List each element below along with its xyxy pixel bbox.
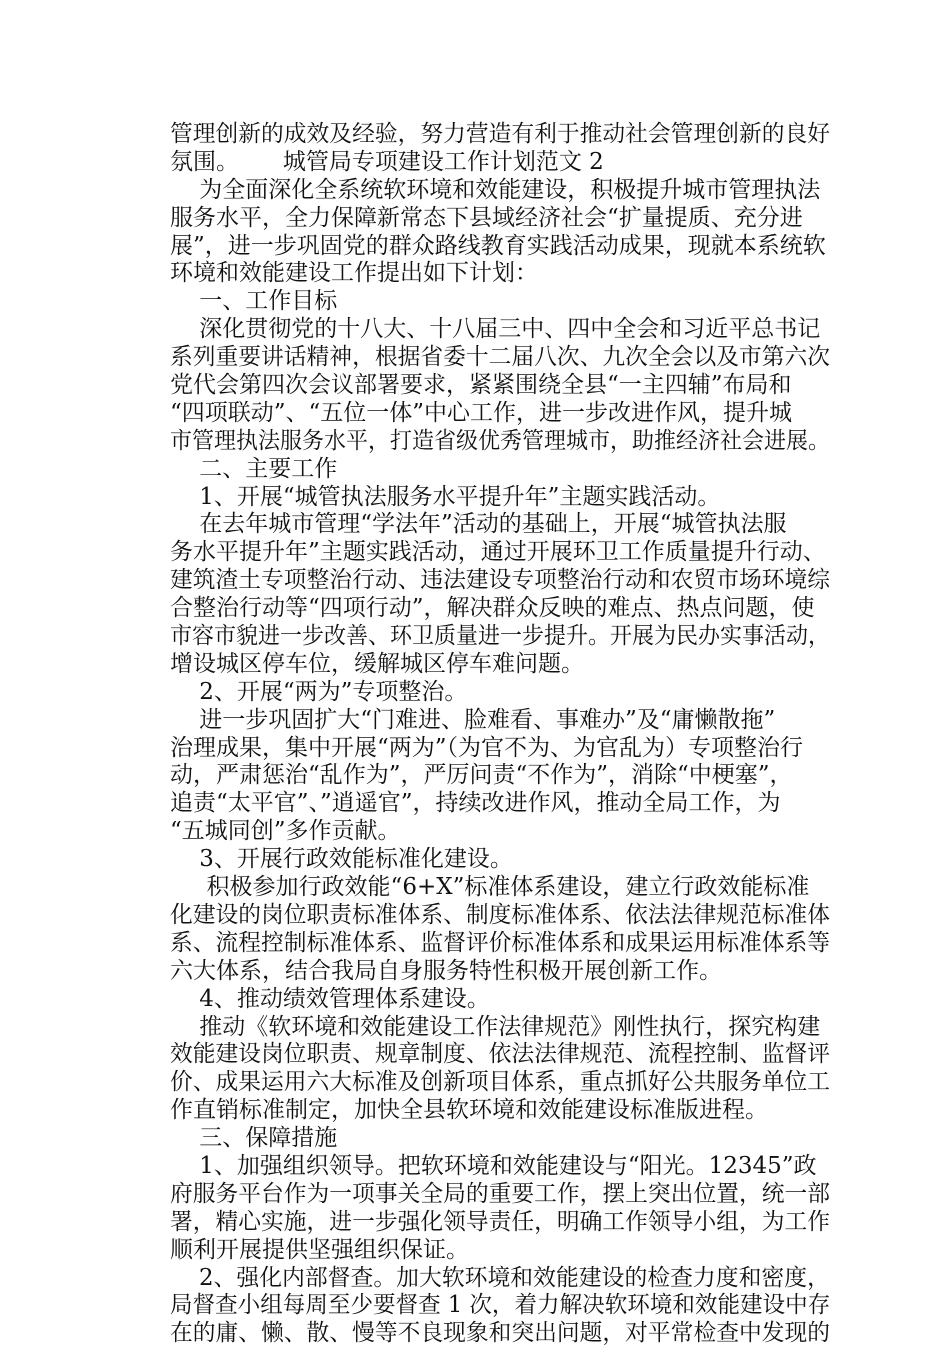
text-line: 治理成果，集中开展“两为”（为官不为、为官乱为）专项整治行 bbox=[170, 734, 804, 761]
text-line: “四项联动”、“五位一体”中心工作，进一步改进作风，提升城 bbox=[170, 399, 793, 426]
text-line: 系、流程控制标准体系、监督评价标准体系和成果运用标准体系等 bbox=[170, 929, 830, 956]
text-line: 一、工作目标 bbox=[170, 288, 338, 315]
document-body-text bbox=[170, 121, 830, 1348]
text-line: 1、加强组织领导。把软环境和效能建设与“阳光。12345”政 bbox=[170, 1152, 817, 1179]
text-line: 2、开展“两为”专项整治。 bbox=[170, 678, 468, 705]
text-line: 价、成果运用六大标准及创新项目体系，重点抓好公共服务单位工 bbox=[170, 1069, 830, 1096]
text-line: 二、主要工作 bbox=[170, 455, 338, 482]
text-line: 署，精心实施，进一步强化领导责任，明确工作领导小组，为工作 bbox=[170, 1208, 830, 1235]
text-line: 在的庸、懒、散、慢等不良现象和突出问题，对平常检查中发现的 bbox=[170, 1320, 830, 1347]
text-line: 合整治行动等“四项行动”，解决群众反映的难点、热点问题，使 bbox=[170, 595, 815, 622]
text-line: 管理创新的成效及经验，努力营造有利于推动社会管理创新的良好 bbox=[170, 121, 830, 147]
text-line: 系列重要讲话精神，根据省委十二届八次、九次全会以及市第六次 bbox=[170, 344, 830, 371]
text-line: 深化贯彻党的十八大、十八届三中、四中全会和习近平总书记 bbox=[170, 316, 821, 343]
text-line: 局督查小组每周至少要督查 1 次，着力解决软环境和效能建设中存 bbox=[170, 1292, 831, 1319]
text-line: 增设城区停车位，缓解城区停车难问题。 bbox=[170, 650, 584, 677]
text-line: 六大体系，结合我局自身服务特性积极开展创新工作。 bbox=[170, 957, 722, 984]
text-line: 环境和效能建设工作提出如下计划： bbox=[170, 260, 538, 287]
text-line: 3、开展行政效能标准化建设。 bbox=[170, 846, 513, 873]
text-line: 4、推动绩效管理体系建设。 bbox=[170, 985, 490, 1012]
text-line: 2、强化内部督查。加大软环境和效能建设的检查力度和密度， bbox=[170, 1264, 830, 1291]
text-line: “五城同创”多作贡献。 bbox=[170, 818, 401, 845]
text-line: 1、开展“城管执法服务水平提升年”主题实践活动。 bbox=[170, 483, 721, 510]
text-line: 三、保障措施 bbox=[170, 1125, 338, 1152]
text-line: 效能建设岗位职责、规章制度、依法法律规范、流程控制、监督评 bbox=[170, 1041, 830, 1068]
text-line: 务水平提升年”主题实践活动，通过开展环卫工作质量提升行动、 bbox=[170, 539, 826, 566]
text-line: 追责“太平官”、”逍遥官”，持续改进作风，推动全局工作，为 bbox=[170, 790, 781, 817]
text-line: 顺利开展提供坚强组织保证。 bbox=[170, 1236, 469, 1263]
text-line: 化建设的岗位职责标准体系、制度标准体系、依法法律规范标准体 bbox=[170, 901, 830, 928]
text-line: 市管理执法服务水平，打造省级优秀管理城市，助推经济社会进展。 bbox=[170, 427, 830, 454]
text-line: 动，严肃惩治“乱作为”，严厉问责“不作为”，消除“中梗塞”， bbox=[170, 762, 793, 789]
text-line: 积极参加行政效能“6+X”标准体系建设，建立行政效能标准 bbox=[170, 874, 810, 901]
text-line: 党代会第四次会议部署要求，紧紧围绕全县“一主四辅”布局和 bbox=[170, 372, 792, 399]
text-line: 氛围。 城管局专项建设工作计划范文 2 bbox=[170, 148, 604, 175]
text-line: 作直销标准制定，加快全县软环境和效能建设标准版进程。 bbox=[170, 1097, 768, 1124]
text-line: 推动《软环境和效能建设工作法律规范》刚性执行，探究构建 bbox=[170, 1013, 821, 1040]
text-line: 服务水平，全力保障新常态下县域经济社会“扩量提质、充分进 bbox=[170, 204, 803, 231]
text-line: 市容市貌进一步改善、环卫质量进一步提升。开展为民办实事活动， bbox=[170, 623, 830, 650]
text-line: 展”，进一步巩固党的群众路线教育实践活动成果，现就本系统软 bbox=[170, 232, 826, 259]
text-line: 为全面深化全系统软环境和效能建设，积极提升城市管理执法 bbox=[170, 176, 821, 203]
text-line: 建筑渣土专项整治行动、违法建设专项整治行动和农贸市场环境综 bbox=[170, 567, 830, 594]
text-line: 府服务平台作为一项事关全局的重要工作，摆上突出位置，统一部 bbox=[170, 1180, 830, 1207]
text-line: 进一步巩固扩大“门难进、脸难看、事难办”及“庸懒散拖” bbox=[170, 706, 776, 733]
text-line: 在去年城市管理“学法年”活动的基础上，开展“城管执法服 bbox=[170, 511, 787, 538]
